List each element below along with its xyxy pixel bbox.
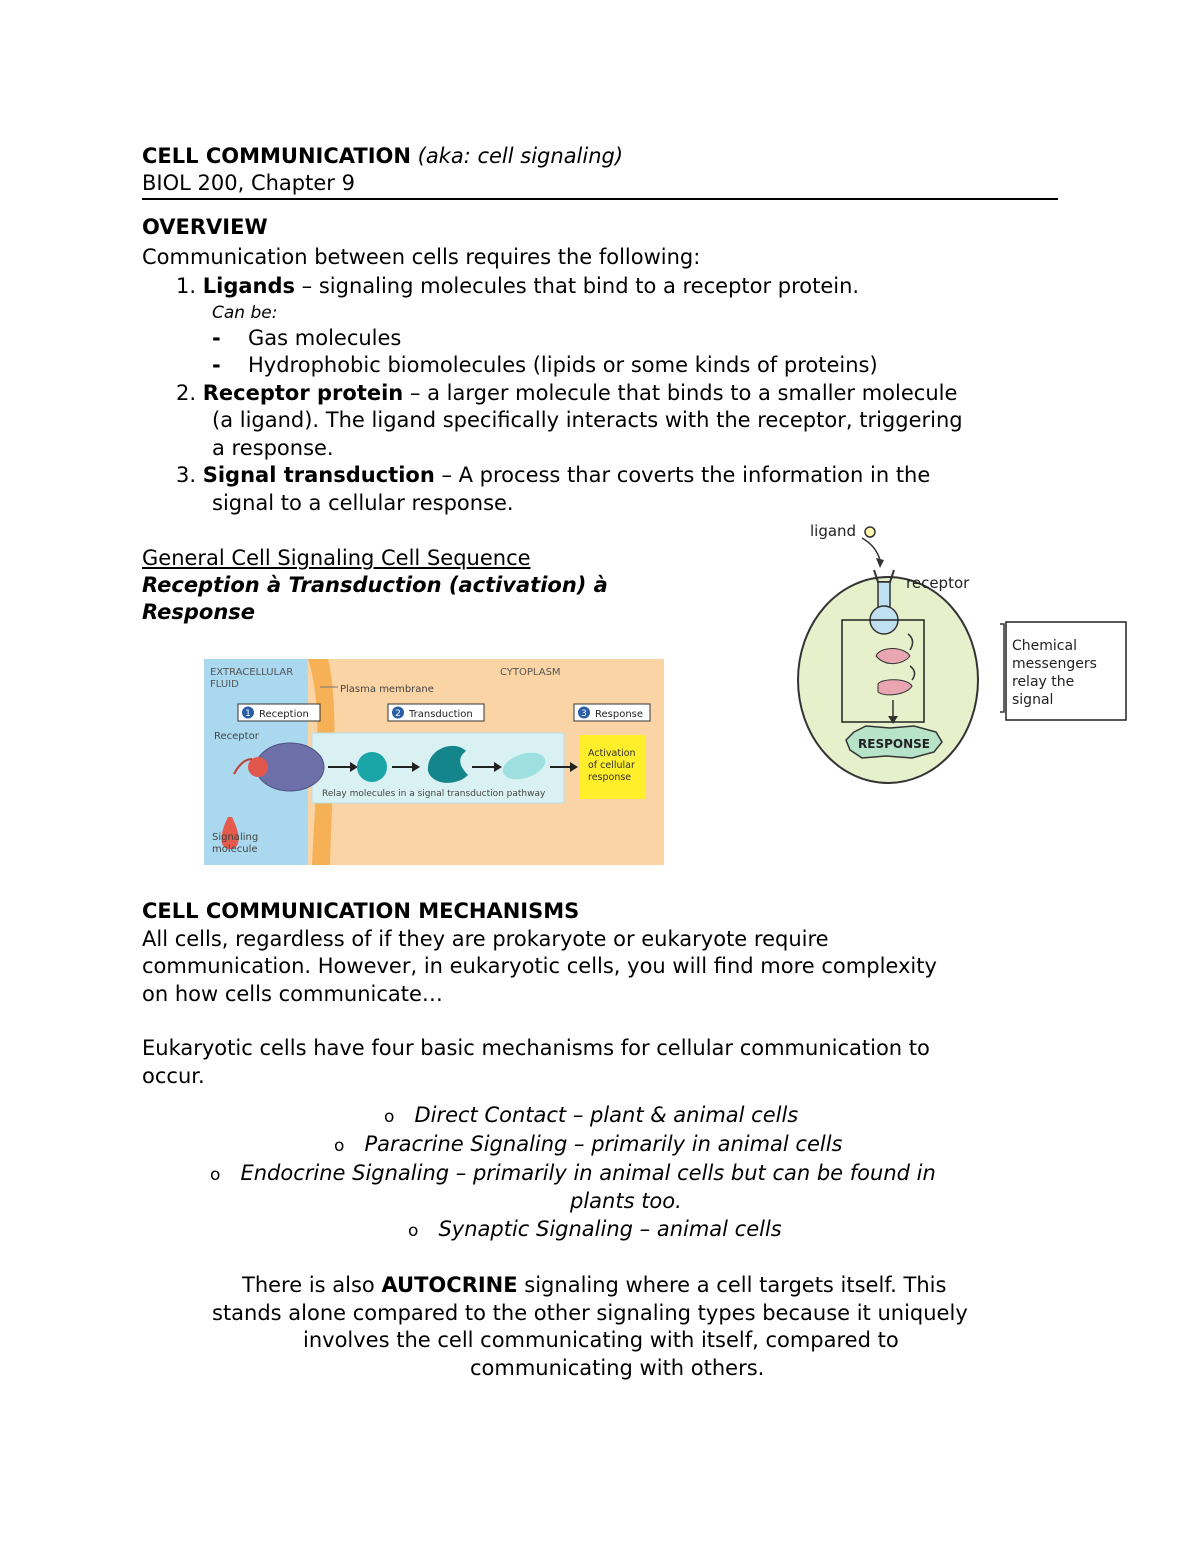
- item-term: Ligands: [202, 274, 295, 298]
- signaling-label: molecule: [212, 844, 258, 855]
- item-continuation: (a ligand). The ligand specifically interacts with the receptor, triggering: [212, 408, 963, 432]
- overview-heading: OVERVIEW: [142, 215, 268, 239]
- activation-label: of cellular: [588, 760, 635, 771]
- mechanism-text: Direct Contact – plant & animal cells: [414, 1103, 799, 1127]
- mechanisms-paragraph: All cells, regardless of if they are prokaryote or eukaryote require: [142, 927, 829, 951]
- step-label: Reception: [259, 709, 309, 720]
- overview-intro: Communication between cells requires the following:: [142, 245, 701, 269]
- extracellular-label: EXTRACELLULAR: [210, 667, 294, 678]
- autocrine-line: communicating with others.: [470, 1356, 765, 1380]
- receptor-stem: [878, 582, 890, 608]
- list-item: [176, 380, 957, 407]
- bracket: [1000, 624, 1004, 712]
- relay-molecule: [357, 752, 387, 782]
- mechanism-item: [408, 1216, 782, 1245]
- sequence-line: Response: [142, 600, 256, 624]
- item-term: Signal transduction: [202, 463, 435, 487]
- signaling-label: Signaling: [212, 832, 259, 843]
- mechanism-continuation: plants too.: [570, 1189, 682, 1213]
- bullet-icon: o: [408, 1221, 419, 1241]
- header-rule: [142, 198, 1058, 200]
- step-number: 3: [581, 709, 587, 719]
- item-desc: – A process thar coverts the information in the: [434, 463, 931, 487]
- dash: -: [212, 353, 221, 377]
- mechanisms-paragraph: Eukaryotic cells have four basic mechanisms for cellular communication to: [142, 1036, 930, 1060]
- autocrine-post: signaling where a cell targets itself. This: [517, 1273, 947, 1297]
- item-number: 2.: [176, 381, 197, 405]
- receptor-label: Receptor: [214, 731, 259, 742]
- messenger-label: signal: [1012, 692, 1054, 708]
- list-item: [176, 273, 859, 300]
- step-label: Response: [595, 709, 644, 720]
- step-label: Transduction: [409, 709, 473, 720]
- cell-diagram-figure: [790, 512, 1135, 787]
- activation-label: Activation: [588, 748, 636, 759]
- mechanism-text: Synaptic Signaling – animal cells: [438, 1217, 782, 1241]
- mechanism-text: Paracrine Signaling – primarily in animal cells: [364, 1132, 843, 1156]
- item-continuation: a response.: [212, 436, 334, 460]
- receptor-label: receptor: [906, 574, 970, 592]
- sub-item: Hydrophobic biomolecules (lipids or some kinds of proteins): [248, 353, 878, 377]
- item-number: 3.: [176, 463, 197, 487]
- mechanism-item: [210, 1160, 936, 1189]
- dash: -: [212, 326, 221, 350]
- item-number: 1.: [176, 274, 197, 298]
- autocrine-line: involves the cell communicating with itself, compared to: [303, 1328, 899, 1352]
- mechanisms-paragraph: communication. However, in eukaryotic cells, you will find more complexity: [142, 954, 937, 978]
- membrane-label: Plasma membrane: [340, 684, 434, 695]
- mechanism-item: [334, 1131, 843, 1160]
- mechanisms-heading: CELL COMMUNICATION MECHANISMS: [142, 899, 580, 923]
- cytoplasm-label: CYTOPLASM: [500, 667, 561, 678]
- title-italic: (aka: cell signaling): [417, 144, 624, 168]
- mechanisms-paragraph: on how cells communicate…: [142, 982, 443, 1006]
- response-label: RESPONSE: [858, 737, 930, 751]
- activation-label: response: [588, 772, 632, 783]
- sub-item: Gas molecules: [248, 326, 402, 350]
- sequence-line: Reception à Transduction (activation) à: [142, 573, 608, 597]
- item-desc: – signaling molecules that bind to a receptor protein.: [295, 274, 860, 298]
- document-subtitle: BIOL 200, Chapter 9: [142, 171, 355, 195]
- autocrine-paragraph: [242, 1272, 946, 1299]
- bullet-icon: o: [210, 1165, 221, 1185]
- autocrine-pre: There is also: [242, 1273, 382, 1297]
- messenger-label: messengers: [1012, 656, 1097, 672]
- item-term: Receptor protein: [202, 381, 404, 405]
- list-item: [176, 462, 930, 489]
- extracellular-label: FLUID: [210, 679, 239, 690]
- ligand-label: ligand: [810, 522, 857, 540]
- item-desc: – a larger molecule that binds to a smaller molecule: [403, 381, 958, 405]
- signaling-pathway-figure: [204, 659, 664, 865]
- autocrine-line: stands alone compared to the other signaling types because it uniquely: [212, 1301, 968, 1325]
- step-number: 2: [395, 709, 401, 719]
- bullet-icon: o: [384, 1107, 395, 1127]
- mechanisms-paragraph: occur.: [142, 1064, 205, 1088]
- messenger-label: Chemical: [1012, 638, 1077, 654]
- relay-label: Relay molecules in a signal transduction pathway: [322, 789, 546, 799]
- item-continuation: signal to a cellular response.: [212, 491, 514, 515]
- mechanism-text: Endocrine Signaling – primarily in animal cells but can be found in: [240, 1161, 936, 1185]
- bullet-icon: o: [334, 1136, 345, 1156]
- sequence-heading: General Cell Signaling Cell Sequence: [142, 546, 531, 570]
- title-bold: CELL COMMUNICATION: [142, 144, 411, 168]
- can-be-label: Can be:: [212, 303, 278, 323]
- autocrine-bold: AUTOCRINE: [381, 1273, 518, 1297]
- document-title: [142, 143, 623, 170]
- ligand-circle: [865, 527, 875, 537]
- step-number: 1: [245, 709, 251, 719]
- mechanism-item: [384, 1102, 798, 1131]
- messenger-label: relay the: [1012, 674, 1075, 690]
